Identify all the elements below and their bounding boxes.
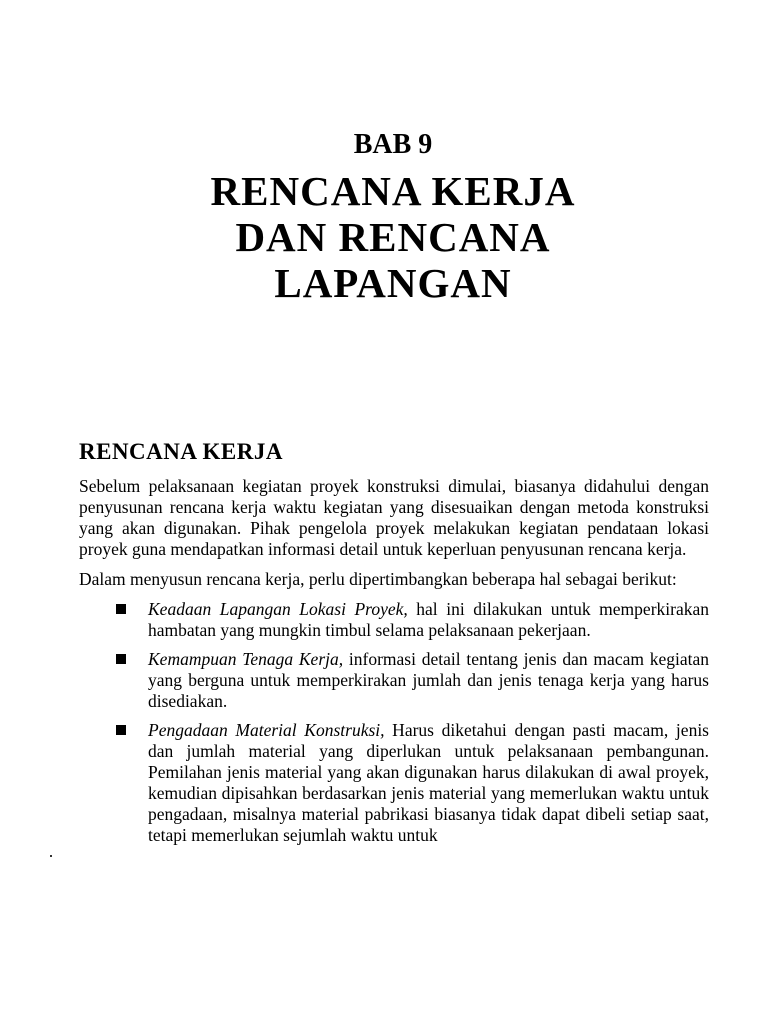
chapter-number: BAB 9 — [353, 129, 433, 160]
square-bullet-icon — [116, 725, 126, 735]
list-item — [79, 599, 709, 641]
list-item-text: informasi detail tentang jenis dan macam kegiatan yang berguna untuk memperkirakan jumlah dan jenis tenaga kerja yang harus disediakan. — [148, 649, 709, 711]
chapter-title-line: DAN RENCANA — [235, 214, 551, 260]
list-item-text: hal ini dilakukan untuk memperkirakan hambatan yang mungkin timbul selama pelaksanaan pekerjaan. — [148, 599, 709, 640]
chapter-title-line: RENCANA KERJA — [210, 168, 576, 214]
paragraph: Sebelum pelaksanaan kegiatan proyek konstruksi dimulai, biasanya didahului dengan penyusunan rencana kerja waktu kegiatan yang disesuaikan dengan metoda konstruksi yang akan digunakan. Pihak pengelola proyek melakukan kegiatan pendataan lokasi proyek guna mendapatkan informasi detail untuk keperluan penyusunan rencana kerja. — [79, 476, 709, 559]
square-bullet-icon — [116, 604, 126, 614]
chapter-title — [0, 168, 768, 306]
paragraph: Dalam menyusun rencana kerja, perlu dipertimbangkan beberapa hal sebagai berikut: — [79, 569, 677, 589]
list-item — [79, 720, 709, 846]
section-body — [79, 476, 709, 854]
list-item-term: Pengadaan Material Konstruksi, — [148, 720, 385, 740]
square-bullet-icon — [116, 654, 126, 664]
list-item-term: Keadaan Lapangan Lokasi Proyek, — [148, 599, 408, 619]
list-item-term: Kemampuan Tenaga Kerja, — [148, 649, 344, 669]
scan-speck — [50, 855, 52, 857]
bullet-list — [79, 599, 709, 846]
list-item-text: Harus diketahui dengan pasti macam, jenis dan jumlah material yang diperlukan untuk pelaksanaan pembangunan. Pemilahan jenis material yang akan digunakan harus dilakukan di awal proyek, kemudian dipisahkan berdasarkan jenis material yang memerlukan waktu untuk pengadaan, misalnya material pabrikasi biasanya tidak dapat dibeli setiap saat, tetapi memerlukan sejumlah waktu untuk — [148, 720, 709, 845]
chapter-title-line: LAPANGAN — [274, 260, 512, 306]
list-item — [79, 649, 709, 712]
section-heading: RENCANA KERJA — [79, 439, 283, 464]
